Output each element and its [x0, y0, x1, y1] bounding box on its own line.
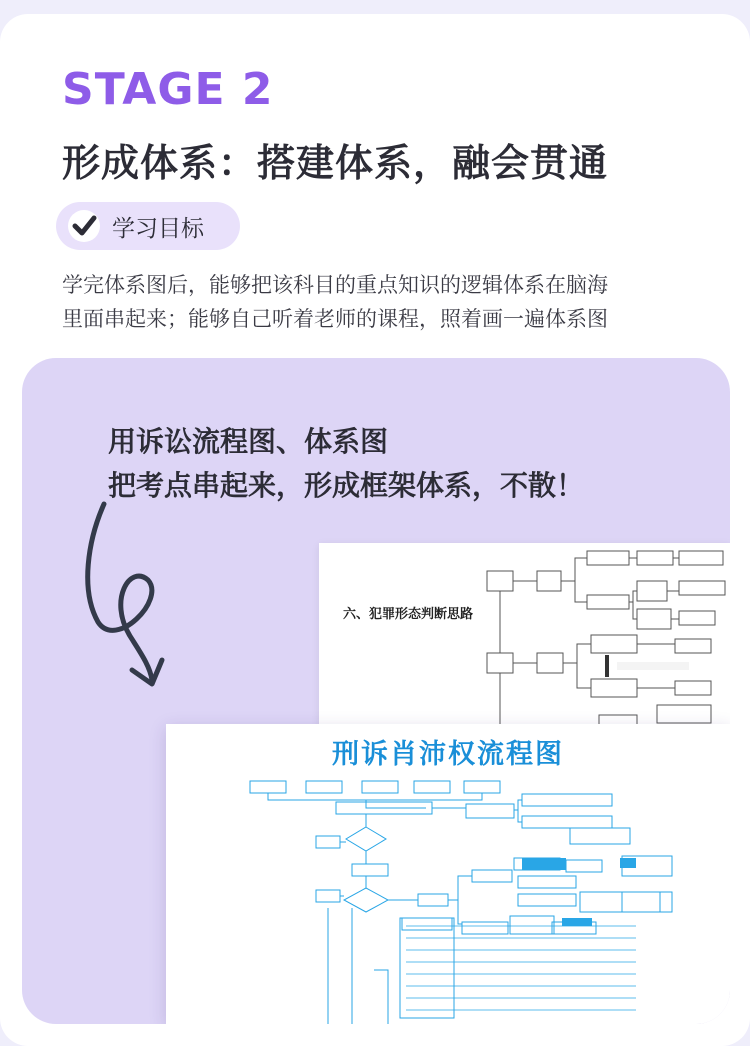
stage-card: [0, 14, 750, 1046]
goal-description-line2: 里面串起来；能够自己听着老师的课程，照着画一遍体系图: [62, 307, 608, 331]
goal-description: [62, 268, 702, 336]
check-icon: [62, 204, 106, 248]
panel-text-line2: 把考点串起来，形成框架体系，不散！: [108, 469, 585, 502]
learning-goal-label: 学习目标: [112, 215, 204, 242]
stage-label: STAGE 2: [62, 64, 274, 115]
panel-text-line1: 用诉讼流程图、体系图: [108, 425, 389, 458]
criminal-procedure-flowchart-title: 刑诉肖沛权流程图: [332, 739, 564, 770]
crime-form-flowchart-title: 六、犯罪形态判断思路: [343, 607, 474, 622]
page-title: 形成体系：搭建体系，融会贯通: [62, 141, 609, 185]
criminal-procedure-flowchart-image: [166, 724, 730, 1024]
curly-arrow-icon: [70, 490, 180, 710]
goal-description-line1: 学完体系图后，能够把该科目的重点知识的逻辑体系在脑海: [62, 273, 608, 297]
example-panel: [22, 358, 730, 1024]
learning-goal-badge: [56, 202, 240, 250]
criminal-procedure-flowchart-graphic: [166, 724, 730, 1024]
